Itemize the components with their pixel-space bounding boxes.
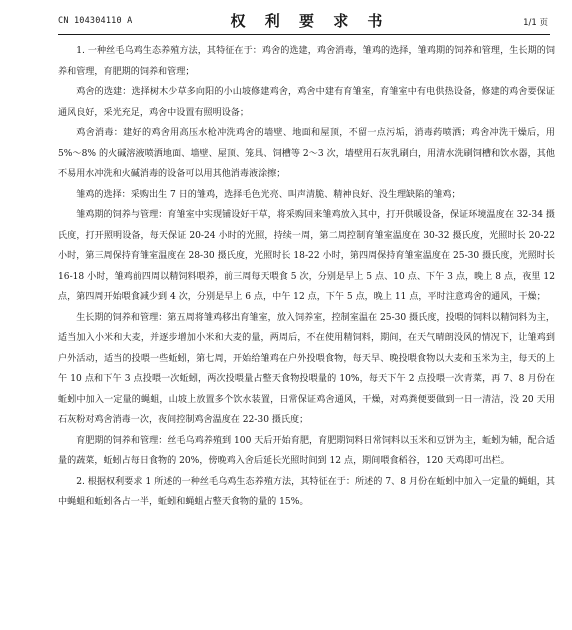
page-number: 1/1 页	[523, 18, 548, 28]
claim-1-coop-disinfection: 鸡舍消毒：建好的鸡舍用高压水枪冲洗鸡舍的墙壁、地面和屋顶，不留一点污垢，消毒药喷洒；鸡舍冲洗干燥后，用 5%～8% 的火碱溶液喷洒地面、墙壁、屋顶、笼具、饲槽等 2～3 次，墙壁用石灰乳刷白，用清水洗刷饲槽和饮水器，其他不易用水冲洗和火碱消毒的设备可以用其他消毒液涂擦；	[58, 128, 555, 179]
claim-1-chick-stage: 雏鸡期的饲养与管理：育雏室中实现铺设好干草，将采购回来雏鸡放入其中，打开供暖设备，保证环境温度在 32-34 摄氏度，打开照明设备，每天保证 20-24 小时的光照，持续一周，第二周控制育雏室温度在 30-32 摄氏度，光照时长 20-22 小时，第三周保持育雏室温度在 28-30 摄氏度，光照时长 18-22 小时，第四周保持育雏室温度在 25-30 摄氏度，光照时长 16-18 小时，雏鸡前四周以精饲料喂养，前三周每天喂食 5 次，分别是早上 5 点、10 点、下午 3 点，晚上 8 点，夜里 12 点，第四周开始喂食减少到 4 次，分别是早上 6 点，中午 12 点，下午 5 点，晚上 11 点，平时注意鸡舍的通风，干燥；	[58, 210, 555, 302]
claim-1-fattening-stage: 育肥期的饲养和管理：丝毛乌鸡养殖到 100 天后开始育肥，育肥期饲料日常饲料以玉米和豆饼为主，蚯蚓为辅，配合适量的蔬菜，蚯蚓占每日食物的 20%，傍晚鸡入舍后延长光照时间到 12 点，期间喂食稻谷，120 天鸡即可出栏。	[58, 435, 555, 466]
document-title: 权 利 要 求 书	[230, 12, 390, 30]
page-header	[58, 10, 562, 32]
claim-1-intro: 1. 一种丝毛乌鸡生态养殖方法，其特征在于：鸡舍的选建，鸡舍消毒，雏鸡的选择，雏鸡期的饲养和管理，生长期的饲养和管理，育肥期的饲养和管理；	[58, 46, 555, 77]
claims-body	[58, 41, 555, 513]
claim-1-chick-selection: 雏鸡的选择：采购出生 7 日的雏鸡，选择毛色光亮、叫声清脆、精神良好、没生理缺陷的雏鸡；	[76, 189, 461, 200]
claim-2: 2. 根据权利要求 1 所述的一种丝毛乌鸡生态养殖方法，其特征在于：所述的 7、8 月份在蚯蚓中加入一定量的蝇蛆，其中蝇蛆和蚯蚓各占一半，蚯蚓和蝇蛆占整天食物的量的 15%。	[58, 476, 555, 507]
publication-number: CN 104304110 A	[58, 16, 133, 26]
claim-1-growth-stage: 生长期的饲养和管理：第五周将雏鸡移出育雏室，放入饲养室，控制室温在 25-30 摄氏度，投喂的饲料以精饲料为主，适当加入小米和大麦，并逐步增加小米和大麦的量，两周后，不在使用精饲料，期间，在天气晴朗没风的情况下，让雏鸡到户外活动，适当的投喂一些蚯蚓，第七周，开始给雏鸡在户外投喂食物，每天早、晚投喂食物以大麦和玉米为主，每天的上午 10 点和下午 3 点投喂一次蚯蚓，两次投喂量占整天食物投喂量的 10%，每天下午 2 点投喂一次青菜，再 7、8 月份在蚯蚓中加入一定量的蝇蛆，山坡上放置多个饮水装置，日常保证鸡舍通风，干燥，对鸡粪便要做到一日一清洁，没 20 天用石灰粉对鸡舍消毒一次，夜间控制鸡舍温度在 22-30 摄氏度；	[58, 312, 555, 425]
header-rule	[58, 34, 550, 35]
claim-1-coop-siting: 鸡舍的选建：选择树木少草多向阳的小山坡修建鸡舍，鸡舍中建有育雏室，育雏室中有电供热设备，修建的鸡舍要保证通风良好，采光充足，鸡舍中设置有照明设备；	[58, 87, 555, 118]
